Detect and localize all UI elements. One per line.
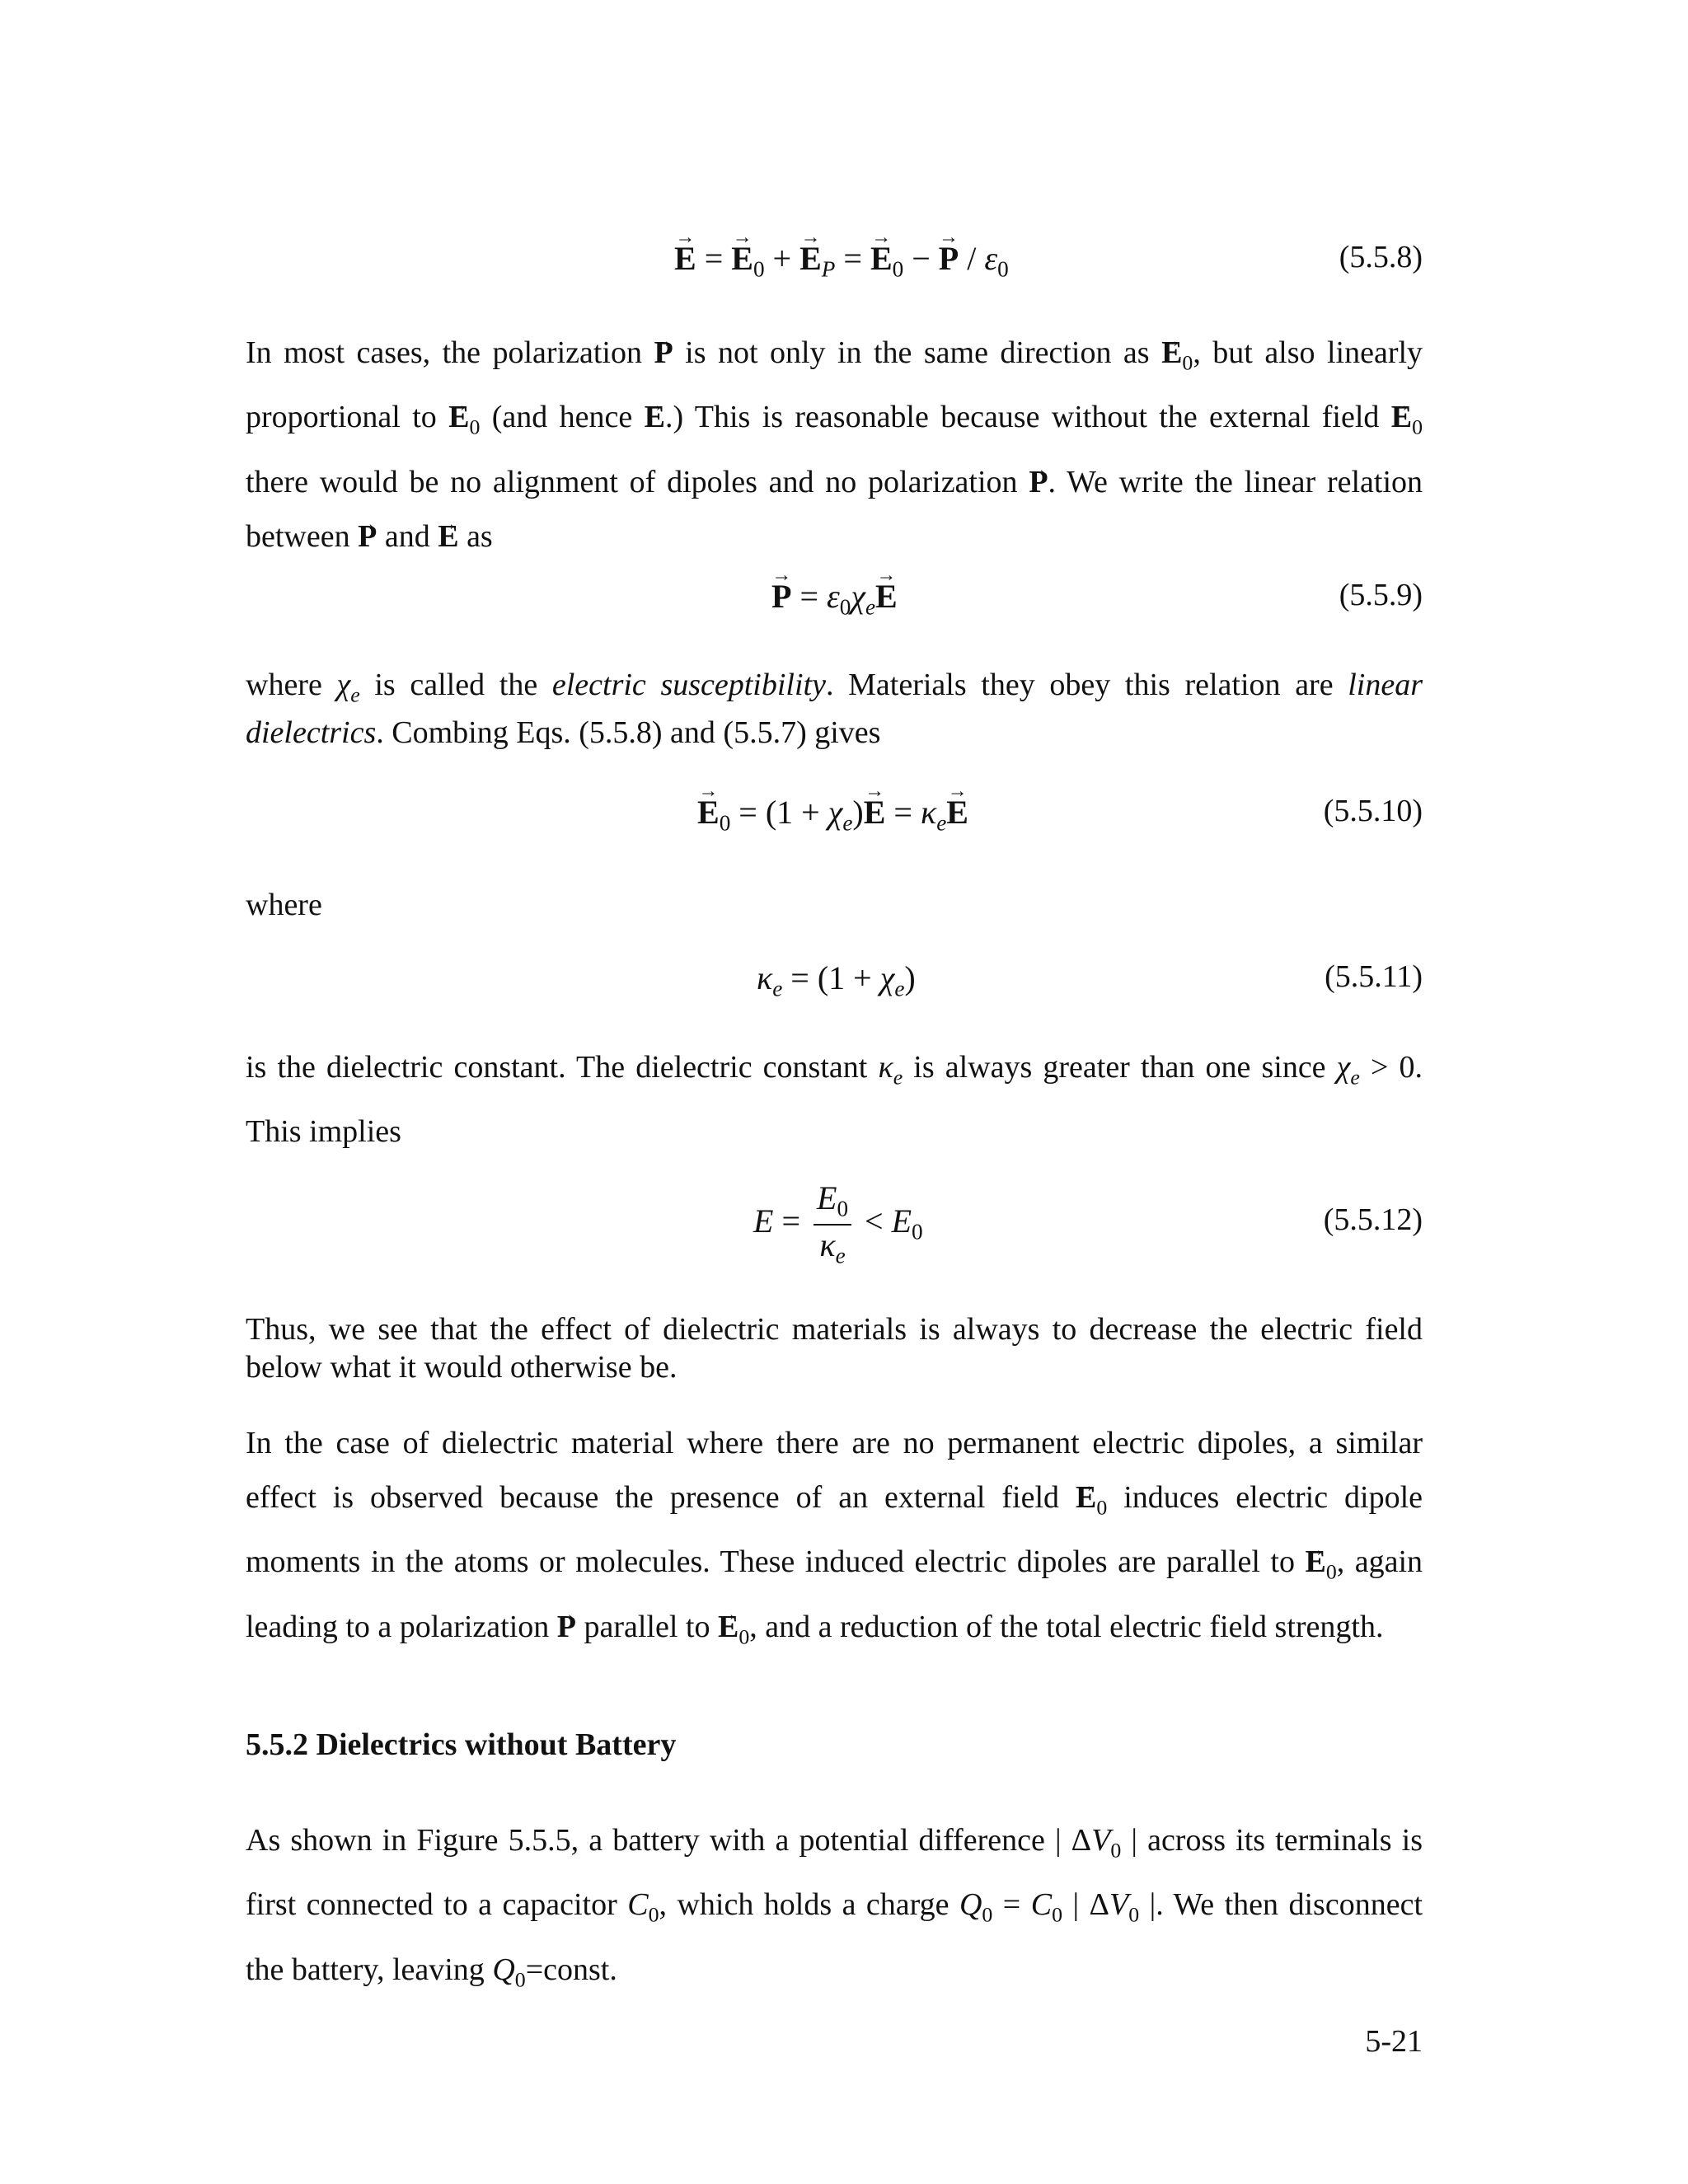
equation-number: (5.5.11) (1325, 959, 1423, 994)
equation-number: (5.5.8) (1339, 240, 1423, 274)
equation-5-5-11 (246, 958, 1423, 1016)
paragraph-polarization: In most cases, the polarization → P is not only in the same direction as → $E_0$, but also linearly proportional to → $E_0$ (and hence → E.) This is reasonable because without the external field → $E_0$ there would be no alignment of dipoles and no polarization → P. We write the linear relation between → P and → E as (246, 326, 1423, 564)
equation-5-5-8-body: → E = → $E_0$ + → $E_P$ = → $E_0$ − → P / $\varepsilon_0$ (674, 239, 1009, 283)
page-number: 5-21 (1365, 2024, 1423, 2059)
paragraph-conclusion: Thus, we see that the effect of dielectric materials is always to decrease the electric field below what it would otherwise be. (246, 1312, 1423, 1385)
equation-5-5-8 (246, 239, 1423, 297)
equation-number: (5.5.12) (1323, 1202, 1423, 1237)
equation-5-5-10-body: → $E_0 = (1 + \chi_e)\to E = \kappa_e\to E$ (697, 793, 968, 837)
equation-5-5-10 (246, 793, 1423, 851)
where-text: where (246, 888, 322, 922)
equation-5-5-11-body: $\kappa_e = (1 + \chi_e)$ (757, 959, 916, 1001)
equation-5-5-12-body: E = $\frac{E_0}{\kappa_e}$ < $E_0$ (753, 1179, 923, 1268)
paragraph-dielectric-constant: is the dielectric constant. The dielectric constant $\kappa_e$ is always greater than one since $\chi_e > 0$. This implies (246, 1050, 1423, 1150)
equation-5-5-9-body: → $P = \varepsilon_0\chi_e\to E$ (771, 577, 898, 621)
paragraph-battery: As shown in Figure 5.5.5, a battery with a potential difference | $\Delta V_0$ | across its terminals is first connected to a capacitor $C_0$, which holds a charge $Q_0 = C_0$ | $\Delta V_0$ |. We then disconnect the battery, leaving $Q_0=const$. (246, 1823, 1423, 1991)
equation-number: (5.5.10) (1323, 794, 1423, 828)
section-heading: 5.5.2 Dielectrics without Battery (246, 1727, 677, 1762)
equation-number: (5.5.9) (1339, 578, 1423, 612)
paragraph-susceptibility: where $\chi_e$ is called the electric susceptibility. Materials they obey this relation are linear dielectrics. Combing Eqs. (5.5.8) and (5.5.7) gives (246, 668, 1423, 751)
equation-5-5-12 (246, 1179, 1423, 1277)
equation-5-5-9 (246, 577, 1423, 635)
paragraph-induced-dipoles: In the case of dielectric material where there are no permanent electric dipoles, a similar effect is observed because the presence of an external field → $E_0$ induces electric dipole moments in the atoms or molecules. These induced electric dipoles are parallel to → $E_0$, again leading to a polarization → P parallel to → $E_0$, and a reduction of the total electric field strength. (246, 1416, 1423, 1664)
